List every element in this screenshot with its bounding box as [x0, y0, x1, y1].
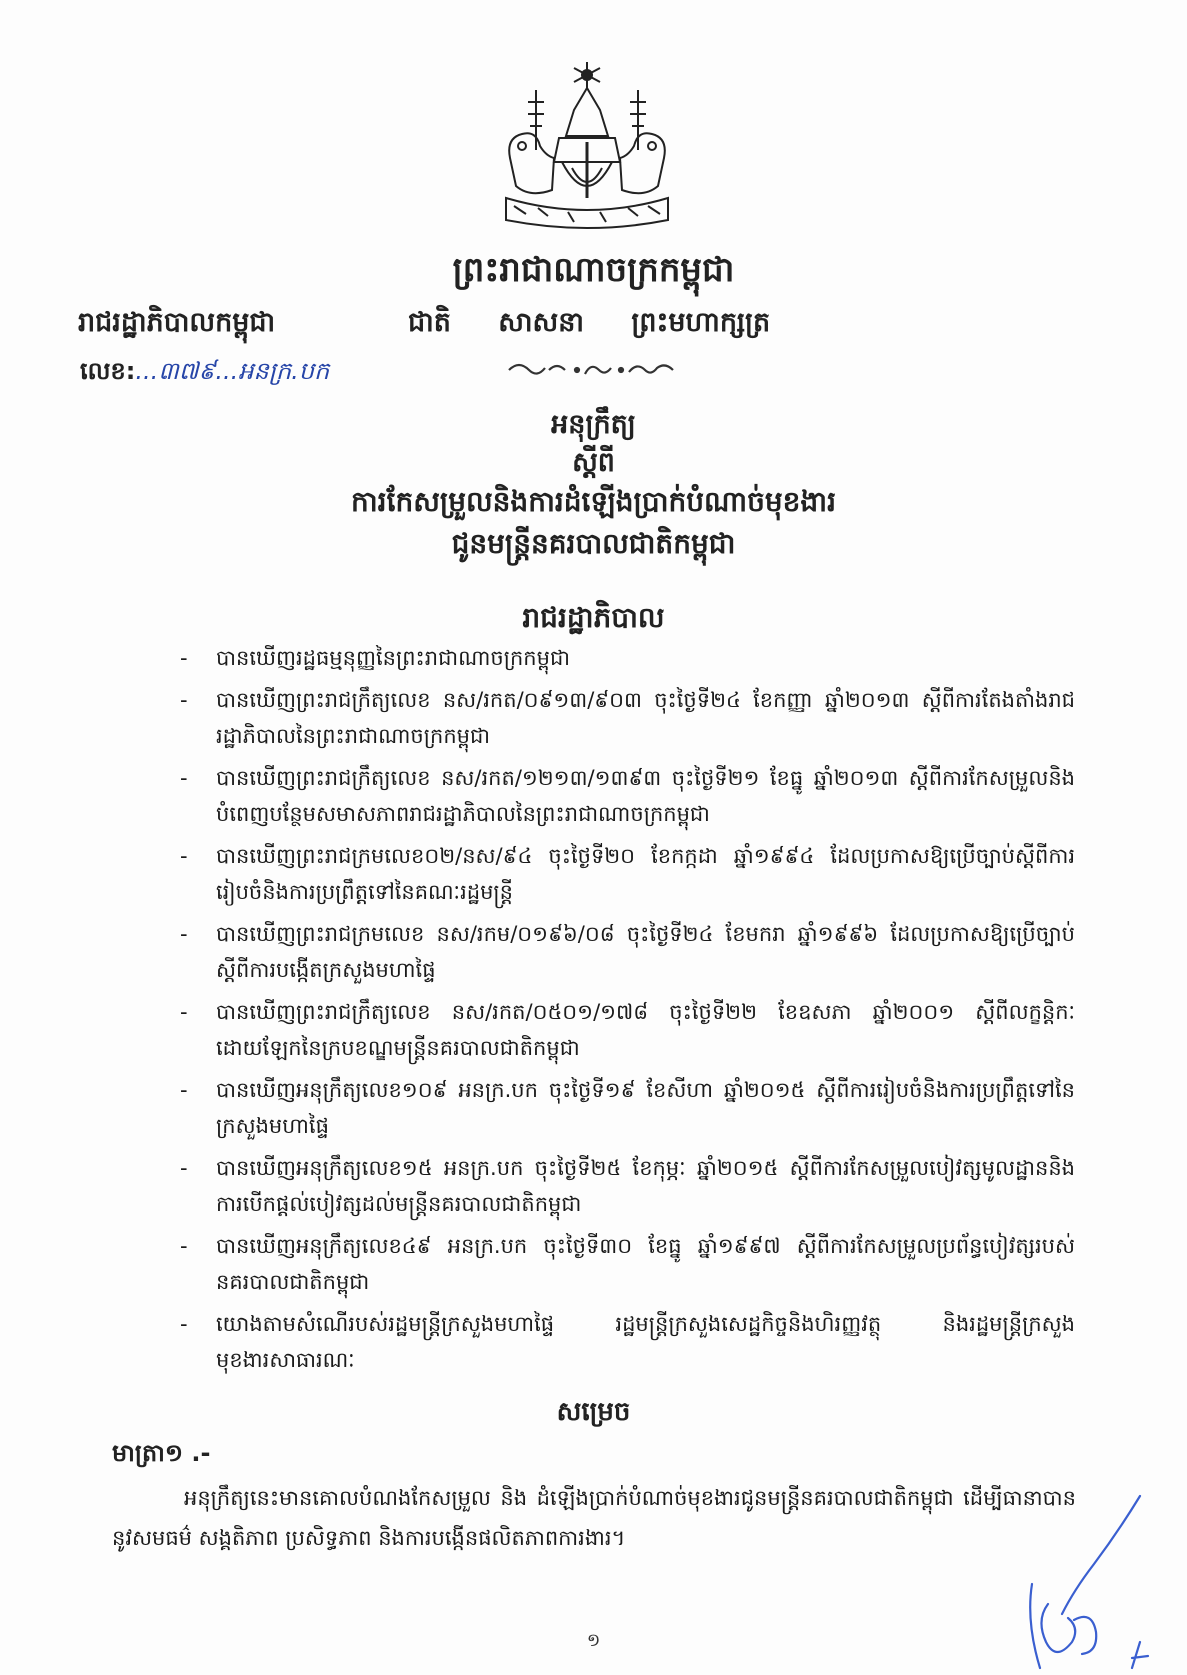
- list-dash: -: [180, 646, 188, 670]
- handwritten-signature-icon: [1022, 1492, 1167, 1672]
- preamble-clause: - បានឃើញព្រះរាជក្រមលេខ នស/រកម/០១៩៦/០៨ ចុះថ្ងៃទី២៤ ខែមករា ឆ្នាំ១៩៩៦ ដែលប្រកាសឱ្យប្រើច្បាប់ស្តីពីការបង្កើតក្រសួងមហាផ្ទៃ: [180, 916, 1075, 988]
- title-line-2: ជូនមន្ត្រីនគរបាលជាតិកម្ពុជា: [451, 527, 736, 560]
- reference-label: លេខ:: [80, 357, 136, 385]
- list-dash: -: [180, 1000, 188, 1024]
- list-dash: -: [180, 688, 188, 712]
- reference-handwritten-value: ...៣៧៩...អនក្រ.បក: [135, 357, 330, 385]
- preamble-clause: - យោងតាមសំណើរបស់រដ្ឋមន្ត្រីក្រសួងមហាផ្ទៃ រដ្ឋមន្ត្រីក្រសួងសេដ្ឋកិច្ចនិងហិរញ្ញវត្ថុ និងរដ្ឋមន្ត្រីក្រសួងមុខងារសាធារណៈ: [180, 1306, 1075, 1378]
- national-motto: [408, 306, 808, 345]
- decision-heading: សម្រេច: [556, 1397, 631, 1427]
- motto-king: ព្រះមហាក្សត្រ: [631, 307, 771, 338]
- royal-coat-of-arms-icon: [496, 58, 678, 236]
- document-type: អនុក្រឹត្យ: [551, 409, 636, 440]
- title-line-1: ការកែសម្រួលនិងការដំឡើងប្រាក់បំណាច់មុខងារ: [351, 485, 836, 518]
- preamble-clause: - បានឃើញព្រះរាជក្រឹត្យលេខ នស/រកត/០៥០១/១៧៨ ចុះថ្ងៃទី២២ ខែឧសភា ឆ្នាំ២០០១ ស្តីពីលក្ខន្តិកៈដោយឡែកនៃក្របខណ្ឌមន្ត្រីនគរបាលជាតិកម្ពុជា: [180, 994, 1075, 1066]
- article-text: អនុក្រឹត្យនេះមានគោលបំណងកែសម្រួល និង ដំឡើងប្រាក់បំណាច់មុខងារជូនមន្ត្រីនគរបាលជាតិកម្ពុជា ដើម្បីធានាបាននូវសមធម៌ សង្គតិភាព ប្រសិទ្ធភាព និងការបង្កើនផលិតភាពការងារ។: [112, 1486, 1076, 1550]
- preamble-clause: - បានឃើញរដ្ឋធម្មនុញ្ញនៃព្រះរាជាណាចក្រកម្ពុជា: [180, 640, 1075, 676]
- list-dash: -: [180, 1078, 188, 1102]
- list-dash: -: [180, 1312, 188, 1336]
- kingdom-title: ព្រះរាជាណាចក្រកម្ពុជា: [452, 250, 735, 290]
- article-title: មាត្រា១ .-: [112, 1439, 211, 1467]
- list-dash: -: [180, 844, 188, 868]
- preamble-clause: - បានឃើញព្រះរាជក្រមលេខ០២/នស/៩៤ ចុះថ្ងៃទី២០ ខែកក្កដា ឆ្នាំ១៩៩៤ ដែលប្រកាសឱ្យប្រើច្បាប់ស្តីពីការរៀបចំនិងការប្រព្រឹត្តទៅនៃគណៈរដ្ឋមន្ត្រី: [180, 838, 1075, 910]
- list-dash: -: [180, 1156, 188, 1180]
- preamble-clause: - បានឃើញព្រះរាជក្រឹត្យលេខ នស/រកត/១២១៣/១៣៩៣ ចុះថ្ងៃទី២១ ខែធ្នូ ឆ្នាំ២០១៣ ស្តីពីការកែសម្រួលនិងបំពេញបន្ថែមសមាសភាពរាជរដ្ឋាភិបាលនៃព្រះរាជាណាចក្រកម្ពុជា: [180, 760, 1075, 832]
- motto-religion: សាសនា: [498, 307, 584, 338]
- motto-nation: ជាតិ: [408, 307, 451, 338]
- government-heading: រាជរដ្ឋាភិបាល: [522, 601, 665, 634]
- list-dash: -: [180, 1234, 188, 1258]
- page-number: ១: [586, 1630, 601, 1651]
- khmer-divider-ornament-icon: [505, 356, 677, 382]
- preamble-clause: - បានឃើញអនុក្រឹត្យលេខ១០៩ អនក្រ.បក ចុះថ្ងៃទី១៩ ខែសីហា ឆ្នាំ២០១៥ ស្តីពីការរៀបចំនិងការប្រព្រឹត្តទៅនៃក្រសួងមហាផ្ទៃ: [180, 1072, 1075, 1144]
- list-dash: -: [180, 766, 188, 790]
- preamble-clauses: [180, 640, 1075, 1384]
- government-name: រាជរដ្ឋាភិបាលកម្ពុជា: [78, 307, 276, 338]
- title-about: ស្តីពី: [572, 447, 615, 478]
- preamble-clause: - បានឃើញអនុក្រឹត្យលេខ១៥ អនក្រ.បក ចុះថ្ងៃទី២៥ ខែកុម្ភៈ ឆ្នាំ២០១៥ ស្តីពីការកែសម្រួលបៀវត្សមូលដ្ឋាននិងការបើកផ្តល់បៀវត្សដល់មន្ត្រីនគរបាលជាតិកម្ពុជា: [180, 1150, 1075, 1222]
- preamble-clause: - បានឃើញអនុក្រឹត្យលេខ៤៩ អនក្រ.បក ចុះថ្ងៃទី៣០ ខែធ្នូ ឆ្នាំ១៩៩៧ ស្តីពីការកែសម្រួលប្រព័ន្ធបៀវត្សរបស់នគរបាលជាតិកម្ពុជា: [180, 1228, 1075, 1300]
- list-dash: -: [180, 922, 188, 946]
- reference-number: [80, 356, 329, 391]
- preamble-clause: - បានឃើញព្រះរាជក្រឹត្យលេខ នស/រកត/០៩១៣/៩០៣ ចុះថ្ងៃទី២៤ ខែកញ្ញា ឆ្នាំ២០១៣ ស្តីពីការតែងតាំងរាជរដ្ឋាភិបាលនៃព្រះរាជាណាចក្រកម្ពុជា: [180, 682, 1075, 754]
